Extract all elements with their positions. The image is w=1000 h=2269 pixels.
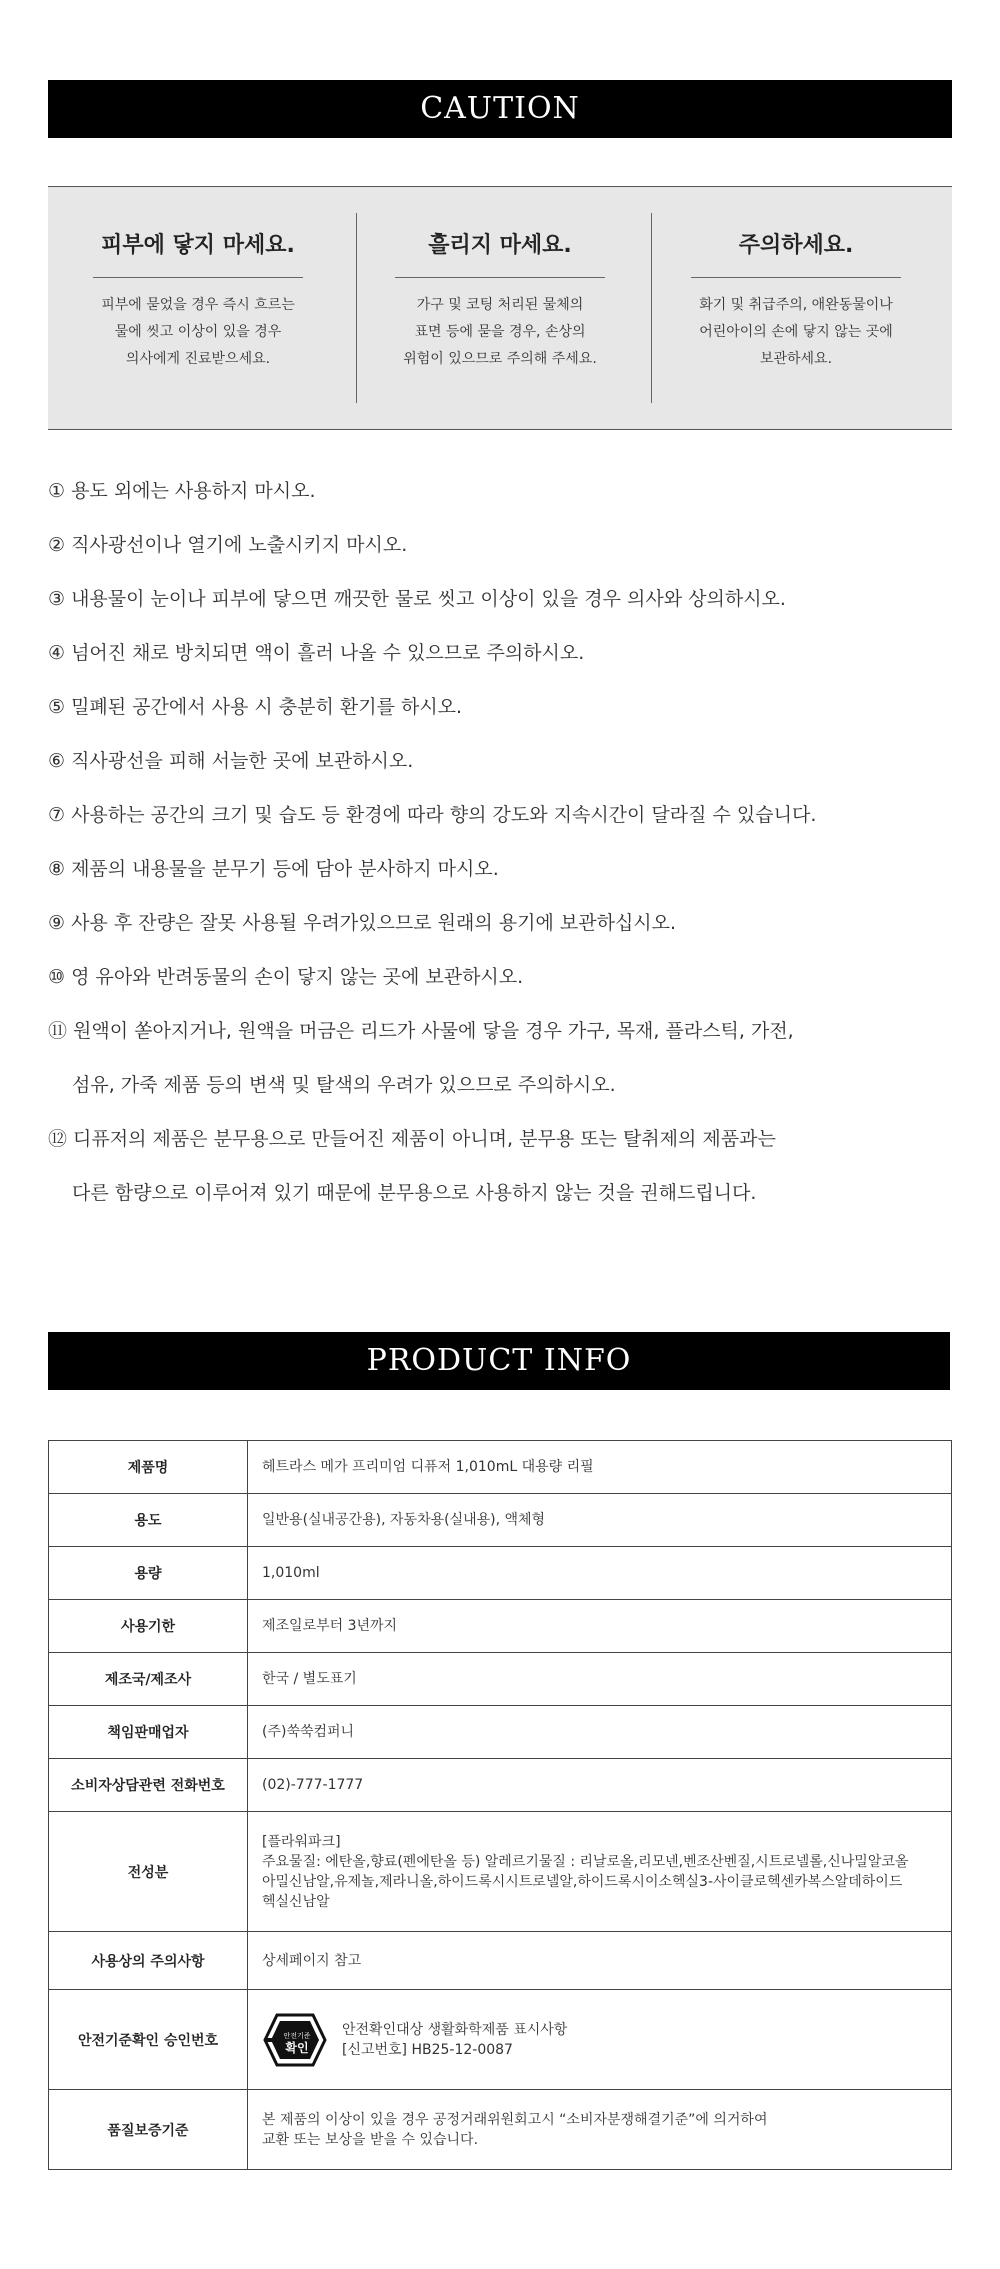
- warning-title: 피부에 닿지 마세요.: [101, 233, 295, 258]
- warning-attention: [646, 187, 946, 429]
- row-value: (주)쑥쑥컴퍼니: [248, 1706, 952, 1759]
- table-row: [49, 1990, 952, 2090]
- caution-list: [48, 473, 978, 1229]
- row-label: 전성분: [49, 1812, 248, 1932]
- row-value: 상세페이지 참고: [248, 1932, 952, 1990]
- caution-item: ④ 넘어진 채로 방치되면 액이 흘러 나올 수 있으므로 주의하시오.: [48, 642, 585, 664]
- caution-item: ② 직사광선이나 열기에 노출시키지 마시오.: [48, 534, 408, 556]
- caution-item: ⑧ 제품의 내용물을 분무기 등에 담아 분사하지 마시오.: [48, 858, 499, 880]
- caution-header: CAUTION: [48, 80, 952, 138]
- warning-spill: [350, 187, 650, 429]
- row-label: 품질보증기준: [49, 2090, 248, 2170]
- table-row: [49, 1441, 952, 1494]
- warning-title: 흘리지 마세요.: [428, 233, 572, 258]
- table-row: [49, 1932, 952, 1990]
- safety-line: 안전확인대상 생활화학제품 표시사항: [342, 2021, 568, 2038]
- caution-item: ⑩ 영 유아와 반려동물의 손이 닿지 않는 곳에 보관하시오.: [48, 966, 524, 988]
- row-value: 일반용(실내공간용), 자동차용(실내용), 액체형: [248, 1494, 952, 1547]
- warning-description: 가구 및 코팅 처리된 물체의 표면 등에 묻을 경우, 손상의 위험이 있으므로 주의해 주세요.: [403, 297, 597, 367]
- ingredients-value: [플라워파크] 주요물질: 에탄올,향료(펜에탄올 등) 알레르기물질 : 리날로올,리모넨,벤조산벤질,시트로넬롤,신나밀알코올 아밀신남알,유제놀,제라니올,하이드록시시트로넬알,하이드록시이소헥실3-사이클로헥센카복스알데하이드 헥실신남알: [248, 1812, 952, 1932]
- safety-mark-small-text: 안전기준: [283, 2031, 311, 2040]
- row-label: 소비자상담관련 전화번호: [49, 1759, 248, 1812]
- warning-panel: [48, 186, 952, 430]
- warning-underline: [691, 277, 901, 278]
- table-row: [49, 1600, 952, 1653]
- caution-item: ⑥ 직사광선을 피해 서늘한 곳에 보관하시오.: [48, 750, 414, 772]
- row-value: 헤트라스 메가 프리미엄 디퓨저 1,010mL 대용량 리필: [248, 1441, 952, 1494]
- caution-item: ③ 내용물이 눈이나 피부에 닿으면 깨끗한 물로 씻고 이상이 있을 경우 의사와 상의하시오.: [48, 588, 786, 610]
- row-value: (02)-777-1777: [248, 1759, 952, 1812]
- product-info-table: [48, 1440, 952, 2170]
- safety-mark-big-text: 확인: [285, 2040, 309, 2055]
- quality-value: 본 제품의 이상이 있을 경우 공정거래위원회고시 “소비자분쟁해결기준”에 의거하여 교환 또는 보상을 받을 수 있습니다.: [248, 2090, 952, 2170]
- warning-description: 피부에 묻었을 경우 즉시 흐르는 물에 씻고 이상이 있을 경우 의사에게 진료받으세요.: [101, 297, 295, 367]
- table-row: [49, 1759, 952, 1812]
- safety-value: [248, 1990, 952, 2090]
- caution-item: ⑫ 디퓨저의 제품은 분무용으로 만들어진 제품이 아니며, 분무용 또는 탈취제의 제품과는: [48, 1128, 776, 1150]
- caution-item: ⑤ 밀폐된 공간에서 사용 시 충분히 환기를 하시오.: [48, 696, 463, 718]
- warning-underline: [395, 277, 605, 278]
- caution-item: ⑪ 원액이 쏟아지거나, 원액을 머금은 리드가 사물에 닿을 경우 가구, 목재, 플라스틱, 가전,: [48, 1020, 794, 1042]
- caution-item-continued: 섬유, 가죽 제품 등의 변색 및 탈색의 우려가 있으므로 주의하시오.: [72, 1074, 616, 1096]
- row-label: 사용상의 주의사항: [49, 1932, 248, 1990]
- row-value: 한국 / 별도표기: [248, 1653, 952, 1706]
- safety-registration: [신고번호] HB25-12-0087: [342, 2041, 513, 2058]
- table-row: [49, 1706, 952, 1759]
- caution-item: ⑦ 사용하는 공간의 크기 및 습도 등 환경에 따라 향의 강도와 지속시간이 달라질 수 있습니다.: [48, 804, 817, 826]
- table-row: [49, 2090, 952, 2170]
- table-row: [49, 1494, 952, 1547]
- row-label: 제조국/제조사: [49, 1653, 248, 1706]
- caution-item: ⑨ 사용 후 잔량은 잘못 사용될 우려가있으므로 원래의 용기에 보관하십시오.: [48, 912, 677, 934]
- row-value: 제조일로부터 3년까지: [248, 1600, 952, 1653]
- caution-item-continued: 다른 함량으로 이루어져 있기 때문에 분무용으로 사용하지 않는 것을 권해드립니다.: [72, 1182, 757, 1204]
- row-label: 용량: [49, 1547, 248, 1600]
- warning-underline: [93, 277, 303, 278]
- row-label: 안전기준확인 승인번호: [49, 1990, 248, 2090]
- caution-item: ① 용도 외에는 사용하지 마시오.: [48, 480, 316, 502]
- warning-title: 주의하세요.: [738, 233, 854, 258]
- safety-mark-icon: [262, 2012, 328, 2068]
- product-info-header: PRODUCT INFO: [48, 1332, 950, 1390]
- row-label: 사용기한: [49, 1600, 248, 1653]
- row-label: 책임판매업자: [49, 1706, 248, 1759]
- table-row: [49, 1653, 952, 1706]
- warning-skin: [48, 187, 348, 429]
- row-label: 제품명: [49, 1441, 248, 1494]
- row-label: 용도: [49, 1494, 248, 1547]
- warning-description: 화기 및 취급주의, 애완동물이나 어린아이의 손에 닿지 않는 곳에 보관하세요.: [699, 297, 893, 367]
- table-row: [49, 1812, 952, 1932]
- table-row: [49, 1547, 952, 1600]
- row-value: 1,010ml: [248, 1547, 952, 1600]
